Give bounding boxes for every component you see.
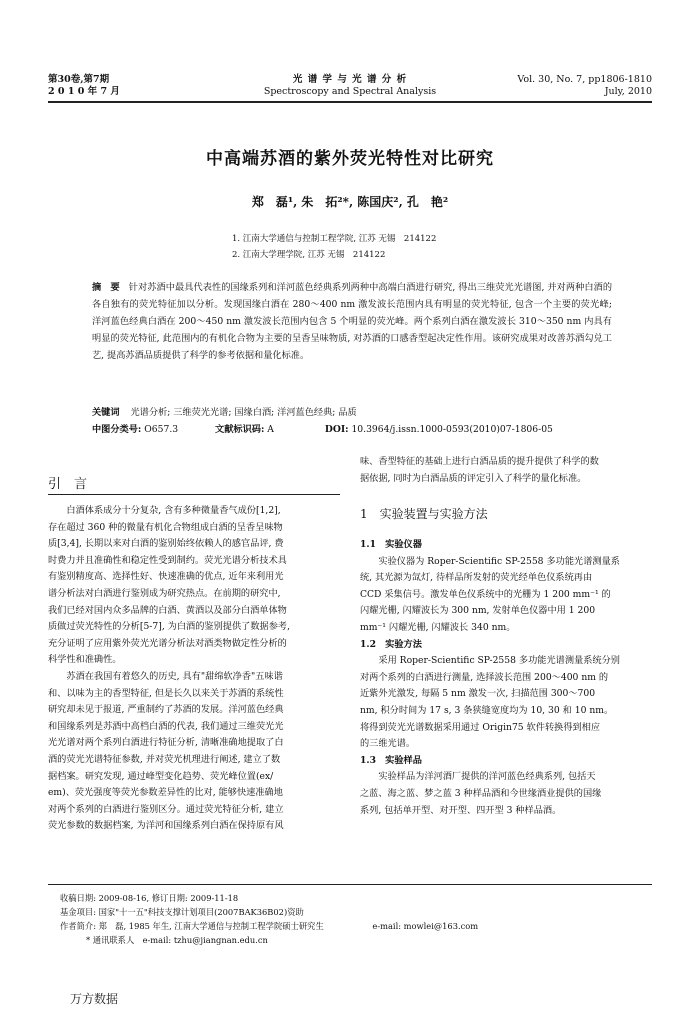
keywords-label: 关键词 bbox=[92, 407, 120, 418]
doi-label: DOI: bbox=[324, 424, 349, 435]
fund-info: 基金项目: 国家"十一五"科技支撑计划项目(2007BAK36B02)资助 bbox=[60, 907, 304, 917]
abstract-text: 针对苏酒中最具代表性的国缘系列和洋河蓝色经典系列两种中高端白酒进行研究, 得出三维荧光光谱图, 并对两种白酒的各自独有的荧光特征加以分析。发现国缘白酒在 280～400 nm 激发波长范围内具有明显的荧光特征, 包含一个主要的荧光峰; 洋河蓝色经典白酒在 200～450 nm 激发波长范围内包含 5 个明显的荧光峰。两个系列白酒在激发波长 310～350 nm 内具有明显的荧光特征, 此范围内的有机化合物为主要的呈香呈味物质, 对苏酒的口感香型起决定性作用。该研究成果对改善苏酒勾兑工艺, 提高苏酒品质提供了科学的参考依据和量化标准。 bbox=[92, 282, 613, 361]
clc-value: O657.3 bbox=[144, 424, 179, 435]
section-1-body: 1.1 实验仪器 实验仪器为 Roper-Scientific SP-2558 多功能光谱测量系 统, 其光源为氙灯, 待样品所发射的荧光经单色仪系统再由 CCD 采集信号。激发单色仪系统中的光栅为 1 200 mm⁻¹ 的 闪耀光栅, 闪耀波长为 300 nm, 发射单色仪器中用 1 200 mm⁻¹ 闪耀光栅, 闪耀波长 340 nm。 1.2 实验方法 采用 Roper-Scientific SP-2558 多功能光谱测量系统分别 对两个系列的白酒进行测量, 选择波长范围 200～400 nm 的 近紫外光激发, 每隔 5 nm 激发一次, 扫描范围 300～700 nm, 积分时间为 17 s, 3 条狭缝宽度均为 10, 30 和 10 nm。 将得到荧光光谱数据采用通过 Origin75 软件转换得到相应 的三维光谱。 1.3 实验样品 实验样品为洋河酒厂提供的洋河蓝色经典系列, 包括天 之蓝、海之蓝、梦之蓝 3 种样品酒和今世缘酒业提供的国缘 系列, 包括单开型、对开型、四开型 3 种样品酒。 bbox=[360, 537, 652, 819]
subsection-1-2: 1.2 实验方法 bbox=[360, 638, 422, 650]
classification bbox=[92, 421, 553, 435]
doc-value: A bbox=[267, 424, 274, 435]
doi-value: 10.3964/j.issn.1000-0593(2010)07-1806-05 bbox=[351, 424, 553, 435]
volume-cn: 第30卷,第7期 bbox=[48, 74, 110, 85]
right-column: 味、香型特征的基础上进行白酒品质的提升提供了科学的数 据依据, 同时为白酒品质的评定引入了科学的量化标准。 bbox=[360, 456, 599, 484]
intro-p2: 苏酒在我国有着悠久的历史, 具有"甜绵软净香"五味谐 和、以味为主的香型特征, 但是长久以来关于苏酒的系统性 研究却未见于报道, 严重制约了苏酒的发展。洋河蓝色经典 和国缘系列是苏酒中高档白酒的代表, 我们通过三维荧光光 光光谱对两个系列白酒进行特征分析, 清晰准确地提取了白 酒的荧光光谱特征参数, 并对荧光机理进行阐述, 建立了数 据档案。研究发现, 通过峰型变化趋势、荧光峰位置(ex/ em)、荧光强度等荧光参数差异性的比对, 能够快速准确地 对两个系列的白酒进行鉴别区分。通过荧光特征分析, 建立 荧光参数的数据档案, 为洋河和国缘系列白酒在保持原有风 bbox=[48, 670, 284, 832]
intro-body bbox=[48, 503, 340, 835]
header-rule bbox=[48, 101, 652, 103]
intro-heading: 引 言 bbox=[48, 477, 88, 492]
abstract-label: 摘 要 bbox=[92, 282, 120, 293]
paper-title: 中高端苏酒的紫外荧光特性对比研究 bbox=[206, 149, 494, 169]
subsection-1-3: 1.3 实验样品 bbox=[360, 754, 422, 766]
affiliation-1: 1. 江南大学通信与控制工程学院, 江苏 无锡 214122 bbox=[232, 234, 437, 244]
author-bio: 作者简介: 郑 磊, 1985 年生, 江南大学通信与控制工程学院硕士研究生 e-mail: mowlei@163.com bbox=[60, 921, 479, 931]
watermark: 万方数据 bbox=[70, 992, 119, 1006]
affiliation-2: 2. 江南大学理学院, 江苏 无锡 214122 bbox=[232, 250, 386, 260]
journal-title-cn: 光 谱 学 与 光 谱 分 析 bbox=[292, 74, 408, 85]
received-date: 收稿日期: 2009-08-16, 修订日期: 2009-11-18 bbox=[60, 893, 239, 903]
doc-label: 文献标识码: bbox=[215, 424, 265, 435]
journal-title-en: Spectroscopy and Spectral Analysis bbox=[263, 86, 437, 97]
section-1-heading: 1 实验装置与实验方法 bbox=[360, 507, 488, 521]
clc-label: 中图分类号: bbox=[92, 424, 142, 435]
date-en: July, 2010 bbox=[604, 86, 652, 97]
intro-p1: 白酒体系成分十分复杂, 含有多种微量香气成份[1,2], 存在超过 360 种的微量有机化合物组成白酒的呈香呈味物 质[3,4], 长期以来对白酒的鉴别始终依赖人的感官品评, 费 时费力并且准确性和稳定性受到制约。荧光光谱分析技术具 有鉴别精度高、选择性好、快速准确的优点, 近年来利用光 谱分析法对白酒进行鉴别成为研究热点。在前期的研究中, 我们已经对国内众多品牌的白酒、黄酒以及部分白酒单体物 质做过荧光特性的分析[5-7], 为白酒的鉴别提供了数据参考, 充分证明了应用紫外荧光光谱分析法对酒类物做定性分析的 科学性和准确性。 bbox=[48, 505, 291, 666]
keywords-text: 光谱分析; 三维荧光光谱; 国缘白酒; 洋河蓝色经典; 品质 bbox=[130, 407, 357, 418]
date-cn: 2 0 1 0 年 7 月 bbox=[48, 86, 120, 97]
authors: 郑 磊¹, 朱 拓²*, 陈国庆², 孔 艳² bbox=[251, 195, 449, 209]
volume-en: Vol. 30, No. 7, pp1806-1810 bbox=[517, 74, 652, 85]
footer-notes bbox=[60, 891, 478, 947]
author-email: e-mail: mowlei@163.com bbox=[372, 921, 479, 931]
keywords bbox=[92, 404, 357, 418]
subsection-1-1: 1.1 实验仪器 bbox=[360, 539, 422, 550]
corresponding-author: * 通讯联系人 e-mail: tzhu@jiangnan.edu.cn bbox=[86, 935, 268, 945]
abstract bbox=[92, 279, 612, 364]
footer-rule bbox=[48, 884, 652, 885]
intro-heading-rule bbox=[48, 494, 340, 495]
